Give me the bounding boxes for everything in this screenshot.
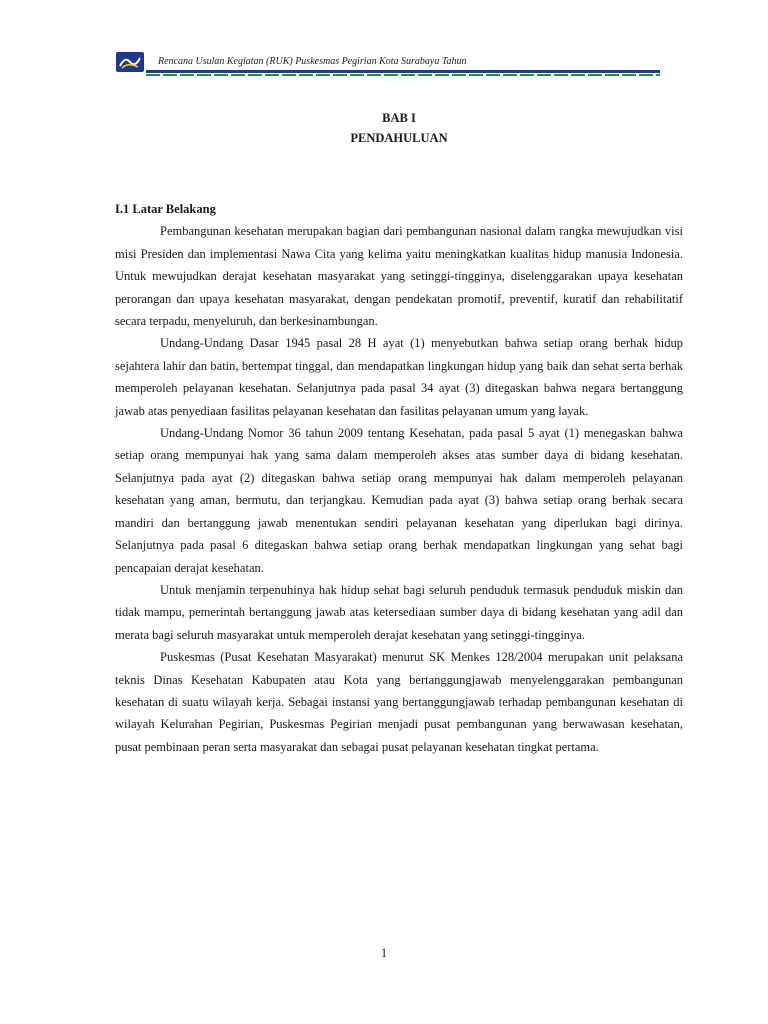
chapter-number: BAB I [382, 111, 416, 125]
header-rule-blue [146, 70, 660, 73]
page-number: 1 [380, 946, 388, 960]
document-body [115, 198, 683, 758]
page-header [116, 50, 660, 78]
body-paragraph: Undang-Undang Nomor 36 tahun 2009 tentang Kesehatan, pada pasal 5 ayat (1) menegaskan bahwa setiap orang mempunyai hak yang sama dalam memperoleh akses atas sumber daya di bidang kesehatan. Selanjutnya pada ayat (2) ditegaskan bahwa setiap orang mempunyai hak dalam memperoleh pelayanan kesehatan yang aman, bermutu, dan terjangkau. Kemudian pada ayat (3) bahwa setiap orang berhak secara mandiri dan bertanggung jawab menentukan sendiri pelayanan kesehatan yang diperlukan bagi dirinya. Selanjutnya pada pasal 6 ditegaskan bahwa setiap orang berhak mendapatkan lingkungan yang sehat bagi pencapaian derajat kesehatan. [115, 426, 683, 575]
body-paragraph: Untuk menjamin terpenuhinya hak hidup sehat bagi seluruh penduduk termasuk penduduk miskin dan tidak mampu, pemerintah bertanggung jawab atas ketersediaan sumber daya di bidang kesehatan yang adil dan merata bagi seluruh masyarakat untuk memperoleh derajat kesehatan yang setinggi-tingginya. [115, 582, 683, 642]
running-header-title: Rencana Usulan Kegiatan (RUK) Puskesmas Pegirian Kota Surabaya Tahun [158, 56, 467, 67]
header-rule-green [146, 74, 660, 76]
chapter-heading [0, 108, 768, 148]
body-paragraph: Puskesmas (Pusat Kesehatan Masyarakat) menurut SK Menkes 128/2004 merupakan unit pelaksana teknis Dinas Kesehatan Kabupaten atau Kota yang bertanggungjawab menyelenggarakan pembangunan kesehatan di suatu wilayah kerja. Sebagai instansi yang bertanggungjawab terhadap pembangunan kesehatan di wilayah Kelurahan Pegirian, Puskesmas Pegirian menjadi pusat pembangunan yang berwawasan kesehatan, pusat pembinaan peran serta masyarakat dan sebagai pusat pelayanan kesehatan tingkat pertama. [115, 650, 683, 754]
body-paragraph: Pembangunan kesehatan merupakan bagian dari pembangunan nasional dalam rangka mewujudkan visi misi Presiden dan implementasi Nawa Cita yang kelima yaitu meningkatkan kualitas hidup manusia Indonesia. Untuk mewujudkan derajat kesehatan masyarakat yang setinggi-tingginya, diselenggarakan upaya kesehatan perorangan dan upaya kesehatan masyarakat, dengan pendekatan promotif, preventif, kuratif dan rehabilitatif secara terpadu, menyeluruh, dan berkesinambungan. [115, 224, 683, 329]
body-paragraph: Undang-Undang Dasar 1945 pasal 28 H ayat (1) menyebutkan bahwa setiap orang berhak hidup sejahtera lahir dan batin, bertempat tinggal, dan mendapatkan lingkungan hidup yang baik dan sehat serta berhak memperoleh pelayanan kesehatan. Selanjutnya pada pasal 34 ayat (3) ditegaskan bahwa negara bertanggung jawab atas penyediaan fasilitas pelayanan kesehatan dan fasilitas pelayanan umum yang layak. [115, 336, 683, 418]
city-emblem-icon [116, 52, 144, 72]
chapter-title: PENDAHULUAN [350, 131, 448, 145]
section-title: I.1 Latar Belakang [115, 202, 216, 216]
